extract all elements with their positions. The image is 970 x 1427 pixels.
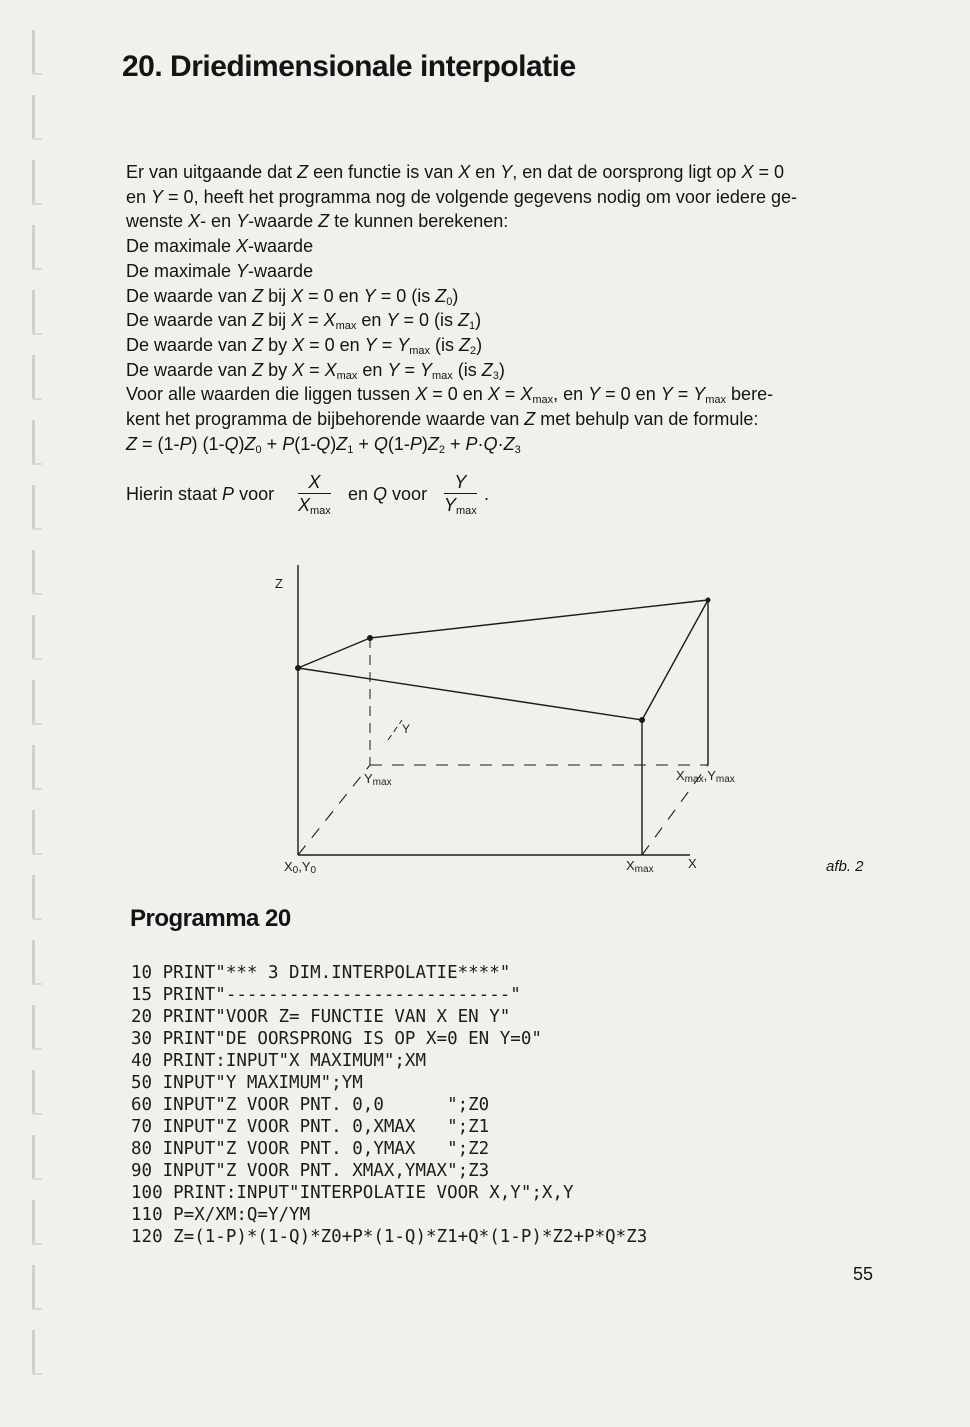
code-line: 90 INPUT"Z VOOR PNT. XMAX,YMAX";Z3 [131,1161,490,1181]
program-title: Programma 20 [130,905,291,932]
code-line: 100 PRINT:INPUT"INTERPOLATIE VOOR X,Y";X,Y [131,1183,574,1203]
code-line: 120 Z=(1-P)*(1-Q)*Z0+P*(1-Q)*Z1+Q*(1-P)*Z2+P*Q*Z3 [131,1227,648,1247]
surface-edge-z2-z3 [370,600,708,638]
code-line: 10 PRINT"*** 3 DIM.INTERPOLATIE****" [131,963,511,983]
list-item: De waarde van Z by X = 0 en $Y = Y_{max}$ (is $Z_2$) [126,334,483,357]
code-line: 15 PRINT"---------------------------" [131,985,521,1005]
page-number: 55 [853,1264,874,1284]
list-item: De waarde van Z bij $X = X_{max}$ en Y = 0 (is $Z_1$) [126,310,482,333]
code-line: 50 INPUT"Y MAXIMUM";YM [131,1073,363,1093]
code-line: 110 P=X/XM:Q=Y/YM [131,1205,311,1225]
chapter-title: 20. Driedimensionale interpolatie [122,50,576,83]
point-z2 [367,635,373,641]
code-line: 60 INPUT"Z VOOR PNT. 0,0 ";Z0 [131,1095,490,1115]
intro-text [126,160,876,456]
code-line: 40 PRINT:INPUT"X MAXIMUM";XM [131,1051,427,1071]
figure-caption: afb. 2 [826,858,864,875]
point-z3 [706,598,711,603]
list-item: De maximale X-waarde [126,236,314,257]
formula: Z = (1-P) $(1-Q)Z_0 + P(1-Q)Z_1 + Q(1-P)Z_2 + P\cdot Q\cdot Z_3$ [126,433,521,456]
point-z0 [295,665,301,671]
point-z1 [639,717,645,723]
list-item: De waarde van Z bij X = 0 en Y = 0 (is $Z_0$) [126,285,459,308]
xmax-label: Xmax [626,858,654,875]
code-line: 70 INPUT"Z VOOR PNT. 0,XMAX ";Z1 [131,1117,490,1137]
origin-label: X0,Y0 [284,859,317,876]
code-line: 30 PRINT"DE OORSPRONG IS OP X=0 EN Y=0" [131,1029,542,1049]
p-fraction: X $X_{max}$ [298,472,331,517]
binder-strip [20,20,50,1410]
list-item: De maximale Y-waarde [126,260,314,281]
y-arrow-line [388,720,402,740]
voor-paragraph: Voor alle waarden die liggen tussen X = 0 en $X = X_{max}$, en Y = 0 en $Y = Y_{max}$ bere- kent het programma de bijbehorende waarde van Z met behulp van de formule: [126,384,774,430]
z-axis-label: Z [275,576,283,591]
code-line: 20 PRINT"VOOR Z= FUNCTIE VAN X EN Y" [131,1007,511,1027]
ymax-label: Ymax [364,771,392,788]
y-axis-dashed [298,765,370,855]
x-axis-label: X [688,856,697,871]
surface-edge-z1-z3 [642,600,708,720]
q-fraction: Y $Y_{max}$ [444,472,477,517]
xmax-ymax-label: Xmax,Ymax [676,768,735,785]
y-label: Y [402,722,411,736]
intro-paragraph: Er van uitgaande dat Z een functie is van X en Y, en dat de oorsprong ligt op X = 0 en Y = 0, heeft het programma nog de volgende gegevens nodig om voor iedere ge- wenste X- en Y-waarde Z te kunnen berekenen: [126,162,797,232]
basic-listing [131,962,647,1248]
surface-edge-z0-z2 [298,638,370,668]
interpolation-diagram [270,560,770,890]
surface-edge-z0-z1 [298,668,642,720]
list-item: De waarde van Z by $X = X_{max}$ en $Y = Y_{max}$ (is $Z_3$) [126,359,505,382]
code-line: 80 INPUT"Z VOOR PNT. 0,YMAX ";Z2 [131,1139,490,1159]
